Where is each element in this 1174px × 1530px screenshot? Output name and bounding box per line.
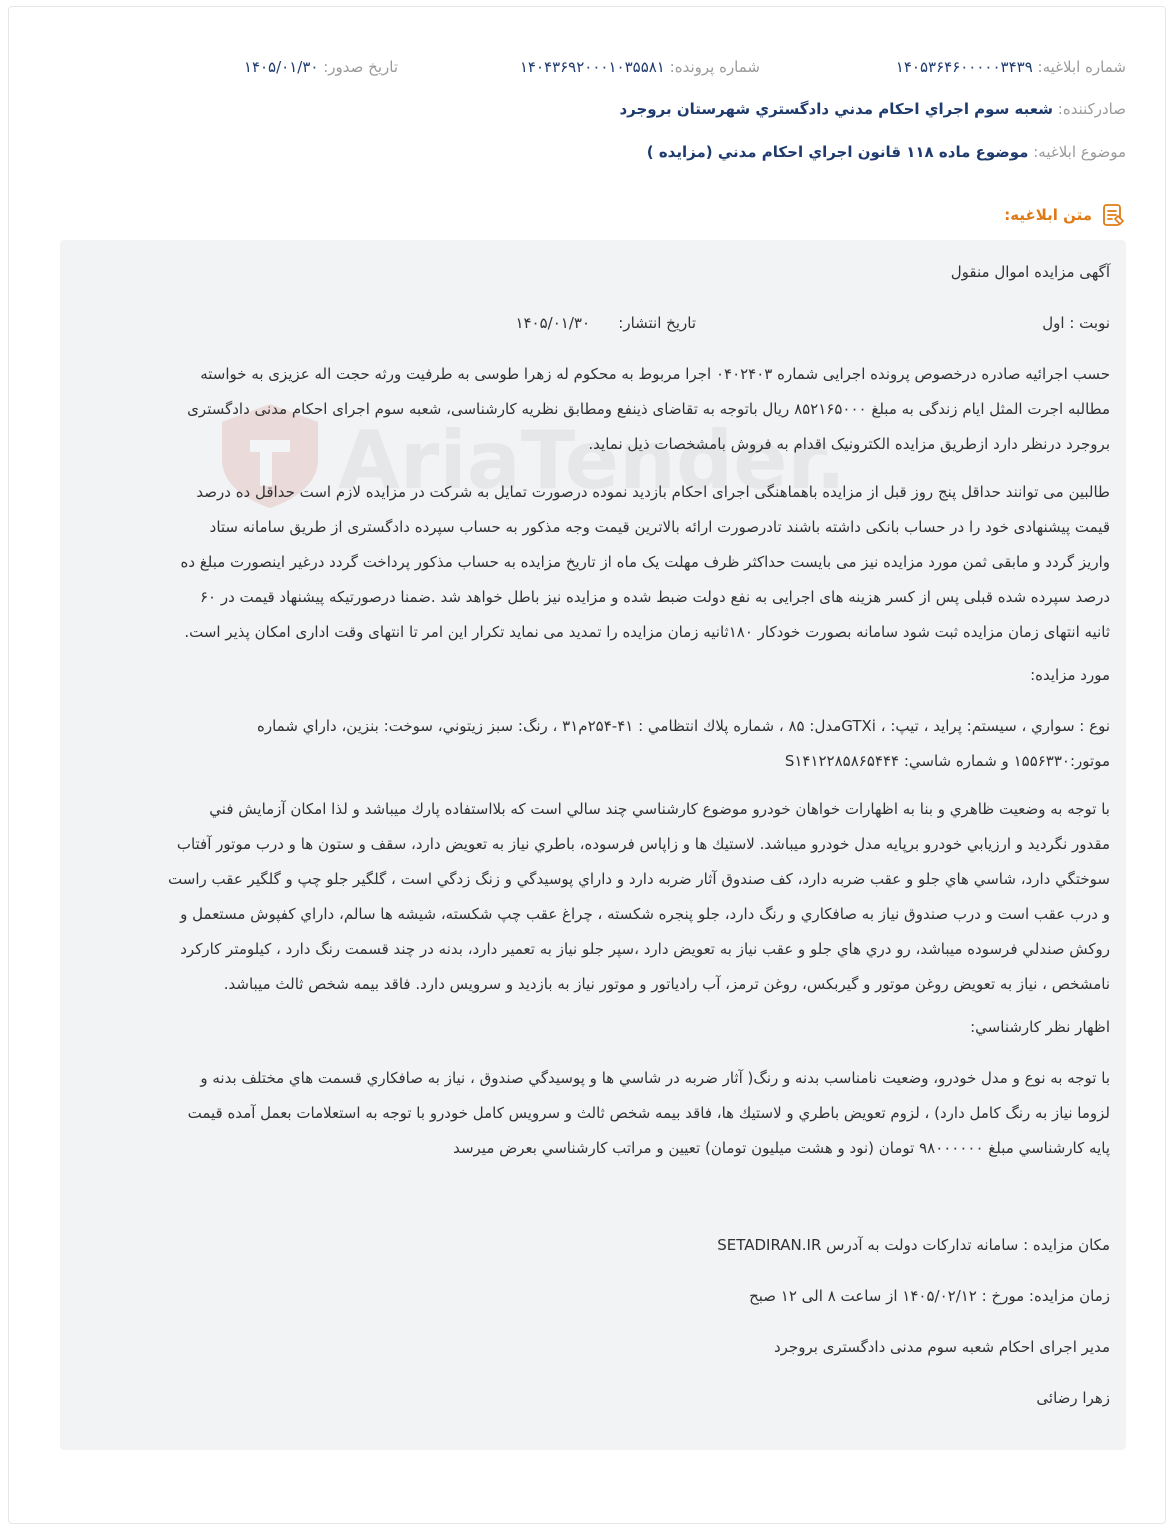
issue-date	[244, 58, 398, 76]
notice-number-label: شماره ابلاغیه:	[1037, 58, 1126, 76]
round: نوبت : اول	[1042, 314, 1110, 332]
expert-opinion-line: لزوما نياز به رنگ كامل دارد) ، لزوم تعويض باطري و لاستيك ها، فاقد بيمه شخص ثالث و سرويس كامل خودرو با توجه به استعلامات بعمل آمده قيمت	[187, 1104, 1110, 1122]
paragraph-3-line: و درب عقب است و درب صندوق نياز به صافكاري و رنگ دارد، جلو پنجره شكسته ، چراغ عقب چپ شكسته، شيشه ها سالم، داراي كفپوش مستعمل و	[180, 905, 1110, 923]
paragraph-1-line: حسب اجرائیه صادره درخصوص پرونده اجرایی شماره ۰۴۰۲۴۰۳ اجرا مربوط به محکوم له زهرا طوسی به طرفیت ورثه حجت اله عزیزی به خواسته	[200, 365, 1110, 383]
case-number-label: شماره پرونده:	[669, 58, 760, 76]
auction-location: مکان مزایده : سامانه تدارکات دولت به آدرس SETADIRAN.IR	[717, 1236, 1110, 1254]
case-number	[520, 58, 760, 76]
paragraph-2-line: درصد سپرده شده قبلی پس از کسر هزینه های اجرایی به نفع دولت ضبط شده و مزایده نیز باطل خواهد شد .ضمنا درصورتیکه پیشنهاد قیمت در ۶۰	[199, 588, 1110, 606]
publish-date: ۱۴۰۵/۰۱/۳۰	[515, 314, 590, 332]
paragraph-1-line: مطالبه اجرت المثل ایام زندگی به مبلغ ۸۵۲۱۶۵۰۰۰ ریال باتوجه به تقاضای ذینفع ومطابق نظریه کارشناسی، شعبه سوم اجرای احکام مدنی دادگستری	[187, 400, 1110, 418]
paragraph-2-line: قیمت پیشنهادی خود را در حساب بانکی داشته باشند تادرصورت ارائه بالاترین قیمت وجه مذکور به حساب سپرده دادگستری از طریق سامانه ستاد	[209, 518, 1110, 536]
expert-opinion	[76, 1061, 1110, 1166]
item-heading: مورد مزایده:	[1030, 666, 1110, 684]
document-icon	[1100, 202, 1126, 228]
item-description	[76, 709, 1110, 779]
publish-date-label: تاریخ انتشار:	[618, 314, 696, 332]
issue-date-value: ۱۴۰۵/۰۱/۳۰	[243, 58, 319, 76]
paragraph-2-line: طالبین می توانند حداقل پنج روز قبل از مزایده باهماهنگی اجرای احکام بازدید نموده درصورت تمایل به شرکت در مزایده لازم است حداقل ده درصد	[196, 483, 1110, 501]
meta-row	[48, 58, 1126, 82]
signer-name: زهرا رضائی	[1036, 1389, 1110, 1407]
expert-opinion-line: با توجه به نوع و مدل خودرو، وضعيت نامناسب بدنه و رنگ( آثار ضربه در شاسي ها و پوسيدگي صندوق ، نياز به صافكاري قسمت هاي مختلف بدنه و	[200, 1069, 1110, 1087]
case-number-value: ۱۴۰۴۳۶۹۲۰۰۰۱۰۳۵۵۸۱	[519, 58, 665, 76]
paragraph-3	[76, 792, 1110, 1002]
subject	[647, 143, 1126, 161]
issuer-label: صادرکننده:	[1057, 100, 1126, 118]
notice-heading: آگهی مزایده اموال منقول	[950, 263, 1110, 281]
paragraph-3-line: با توجه به وضعيت ظاهري و بنا به اظهارات خواهان خودرو موضوع كارشناسي چند سالي است كه بلااستفاده پارك ميباشد و لذا امكان آزمايش فني	[209, 800, 1110, 818]
issuer	[619, 100, 1126, 118]
paragraph-2-line: واریز گردد و مابقی ثمن مورد مزایده نیز می بایست حداکثر ظرف مهلت یک ماه از تاریخ مزایده به حساب مذکور پرداخت گردد درغیر اینصورت مبلغ ده	[180, 553, 1110, 571]
paragraph-3-line: سوختگي دارد، شاسي هاي جلو و عقب ضربه دارد، كف صندوق آثار ضربه دارد و داراي پوسيدگي و زنگ زدگي است ، گلگير جلو چپ و گلگير عقب راست	[168, 870, 1110, 888]
subject-label: موضوع ابلاغیه:	[1033, 143, 1126, 161]
issue-date-label: تاریخ صدور:	[323, 58, 398, 76]
section-title: متن ابلاغیه:	[1004, 206, 1092, 224]
notice-number	[896, 58, 1126, 76]
paragraph-3-line: مقدور نگرديد و ارزيابي خودرو برپايه مدل خودرو ميباشد. لاستيك ها و زاپاس فرسوده، باطري نياز به تعويض دارد، سقف و ستون ها و درب موتور آفتاب	[176, 835, 1110, 853]
auction-time: زمان مزایده: مورخ : ۱۴۰۵/۰۲/۱۲ از ساعت ۸ الی ۱۲ صبح	[749, 1287, 1110, 1305]
item-description-line: نوع : سواري ، سيستم: پرايد ، تيپ: ، GTXiمدل: ۸۵ ، شماره پلاك انتظامي : ۴۱-۲۵۴م۳۱ ، رنگ: سبز زيتوني، سوخت: بنزين، داراي شماره	[257, 717, 1110, 735]
watermark-text: AriaTender.	[338, 414, 846, 507]
paragraph-1-line: بروجرد درنظر دارد ازطریق مزایده الکترونیک اقدام به فروش بامشخصات ذیل نماید.	[588, 435, 1110, 453]
paragraph-1	[76, 357, 1110, 462]
notice-number-value: ۱۴۰۵۳۶۴۶۰۰۰۰۰۳۴۳۹	[895, 58, 1033, 76]
issuer-value: شعبه سوم اجراي احکام مدني دادگستري شهرستان بروجرد	[619, 100, 1053, 118]
expert-opinion-line: پايه كارشناسي مبلغ ۹۸۰۰۰۰۰۰ تومان (نود و هشت ميليون تومان) تعيين و مراتب كارشناسي بعرض ميرسد	[453, 1139, 1110, 1157]
expert-heading: اظهار نظر كارشناسي:	[970, 1018, 1110, 1036]
paragraph-2-line: ثانیه انتهای زمان مزایده ثبت شود سامانه بصورت خودکار ۱۸۰ثانیه زمان مزایده را تمدید می نماید تکرار این امر تا انتهای وقت اداری امکان پذیر است.	[184, 623, 1110, 641]
notice-body	[60, 240, 1126, 1450]
signer-title: مدیر اجرای احکام شعبه سوم مدنی دادگستری بروجرد	[773, 1338, 1110, 1356]
section-heading	[1004, 200, 1126, 230]
item-description-line: موتور:۱۵۵۶۳۳۰ و شماره شاسي: S۱۴۱۲۲۸۵۸۶۵۴۴۴	[784, 752, 1110, 770]
paragraph-2	[76, 475, 1110, 650]
subject-value: موضوع ماده ۱۱۸ قانون اجراي احکام مدني (مزايده )	[646, 143, 1029, 161]
paragraph-3-line: نامشخص ، نياز به تعويض روغن موتور و گيربكس، روغن ترمز، آب رادياتور و موتور نياز به بازديد و سرويس دارد. فاقد بيمه شخص ثالث ميباشد.	[223, 975, 1110, 993]
paragraph-3-line: روكش صندلي فرسوده ميباشد، رو دري هاي جلو و عقب نياز به تعويض دارد ،سپر جلو نياز به تعمير دارد، بدنه در چند قسمت رنگ دارد ، كيلومتر كاركرد	[180, 940, 1110, 958]
